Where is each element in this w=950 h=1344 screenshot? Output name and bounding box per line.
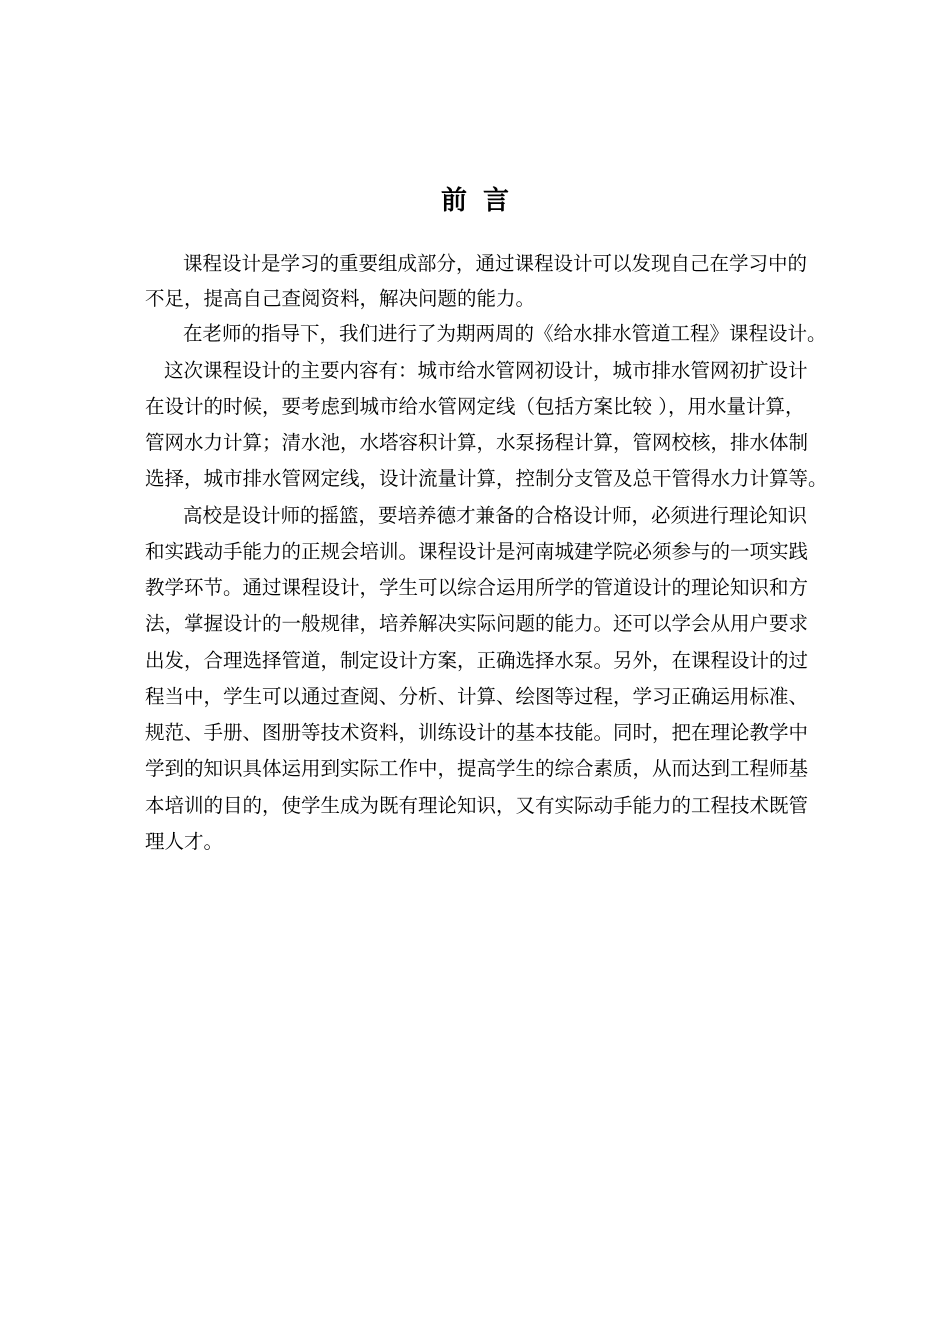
text-line: 课程设计是学习的重要组成部分，通过课程设计可以发现自己在学习中的 xyxy=(183,252,808,275)
text-line: 高校是设计师的摇篮，要培养德才兼备的合格设计师，必须进行理论知识 xyxy=(183,504,808,527)
text-line: 规范、手册、图册等技术资料，训练设计的基本技能。同时，把在理论教学中 xyxy=(145,721,809,744)
text-line: 这次课程设计的主要内容有：城市给水管网初设计，城市排水管网初扩设计 xyxy=(164,359,808,382)
text-line: 和实践动手能力的正规会培训。课程设计是河南城建学院必须参与的一项实践 xyxy=(145,540,809,563)
text-line: 在老师的指导下，我们进行了为期两周的《给水排水管道工程》课程设计。 xyxy=(183,322,827,345)
text-line: 法，掌握设计的一般规律，培养解决实际问题的能力。还可以学会从用户要求 xyxy=(145,612,809,635)
page-title: 前言 xyxy=(440,186,525,216)
text-line: 本培训的目的，使学生成为既有理论知识，又有实际动手能力的工程技术既管 xyxy=(145,794,809,817)
text-line: 出发，合理选择管道，制定设计方案，正确选择水泵。另外，在课程设计的过 xyxy=(145,649,809,672)
text-line: 程当中，学生可以通过查阅、分析、计算、绘图等过程，学习正确运用标准、 xyxy=(145,685,809,708)
text-line: 不足，提高自己查阅资料，解决问题的能力。 xyxy=(145,287,536,310)
text-line: 教学环节。通过课程设计，学生可以综合运用所学的管道设计的理论知识和方 xyxy=(145,576,809,599)
text-line: 在设计的时候，要考虑到城市给水管网定线（包括方案比较 ），用水量计算， xyxy=(145,395,805,418)
text-line: 学到的知识具体运用到实际工作中，提高学生的综合素质，从而达到工程师基 xyxy=(145,757,809,780)
text-line: 选择，城市排水管网定线，设计流量计算，控制分支管及总干管得水力计算等。 xyxy=(145,467,828,490)
text-line: 理人才。 xyxy=(145,830,224,853)
text-line: 管网水力计算；清水池，水塔容积计算，水泵扬程计算，管网校核，排水体制 xyxy=(145,431,809,454)
